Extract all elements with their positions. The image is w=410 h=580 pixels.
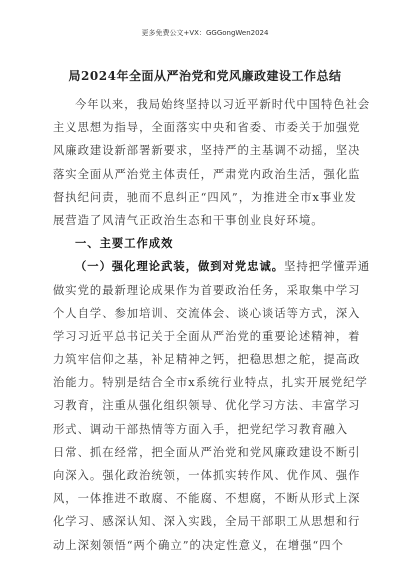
body-text: 坚持把学懂弄通 <box>284 260 371 274</box>
body-line: 风，一体推进不敢腐、不能腐、不想腐，不断从形式上深 <box>53 492 361 506</box>
document-body <box>53 93 371 557</box>
body-line: 动上深刻领悟“两个确立”的决定性意义，在增强“四个 <box>53 538 344 552</box>
document-title: 局2024年全面从严治党和党风廉政建设工作总结 <box>68 69 342 83</box>
body-line: 力筑牢信仰之基，补足精神之钙，把稳思想之舵，提高政 <box>53 353 361 367</box>
body-line: 治能力。特别是结合全市x系统行业特点，扎实开展党纪学 <box>53 376 368 390</box>
watermark-text: 更多免费公文+VX：GGGongWen2024 <box>141 29 269 37</box>
body-line: 向深入。强化政治统领，一体抓实转作风、优作风、强作 <box>53 469 361 482</box>
body-line: 个人自学、参加培训、交流体会、谈心谈话等方式，深入 <box>53 306 361 320</box>
body-line: 做实党的最新理论成果作为首要政治任务，采取集中学习 <box>53 283 361 297</box>
body-line: 风廉政建设新部署新要求，坚持严的主基调不动摇，坚决 <box>53 144 361 158</box>
body-line: 督执纪问责，驰而不息纠正“四风”，为推进全市x事业发 <box>53 190 357 204</box>
body-line: 形式、调动干部热情等方面入手，把党纪学习教育融入 <box>53 422 349 436</box>
body-line: 学习习近平总书记关于全面从严治党的重要论述精神，着 <box>53 329 361 343</box>
body-line: 化学习、感深认知、深入实践，全局干部职工从思想和行 <box>53 515 361 529</box>
body-line: 日常、抓在经常，把全面从严治党和党风廉政建设不断引 <box>53 445 361 459</box>
body-line: 习教育，注重从强化组织领导、优化学习方法、丰富学习 <box>53 399 361 413</box>
subsection-first-line <box>53 255 371 278</box>
section-heading: 一、主要工作成效 <box>75 236 174 251</box>
subsection-heading: （一）强化理论武装，做到对党忠诚。 <box>75 259 285 274</box>
body-line: 展营造了风清气正政治生态和干事创业良好环境。 <box>53 213 324 227</box>
body-line: 落实全面从严治党主体责任，严肃党内政治生活，强化监 <box>53 167 361 181</box>
body-line: 今年以来，我局始终坚持以习近平新时代中国特色社会 <box>75 98 371 111</box>
body-line: 主义思想为指导，全面落实中央和省委、市委关于加强党 <box>53 121 361 135</box>
